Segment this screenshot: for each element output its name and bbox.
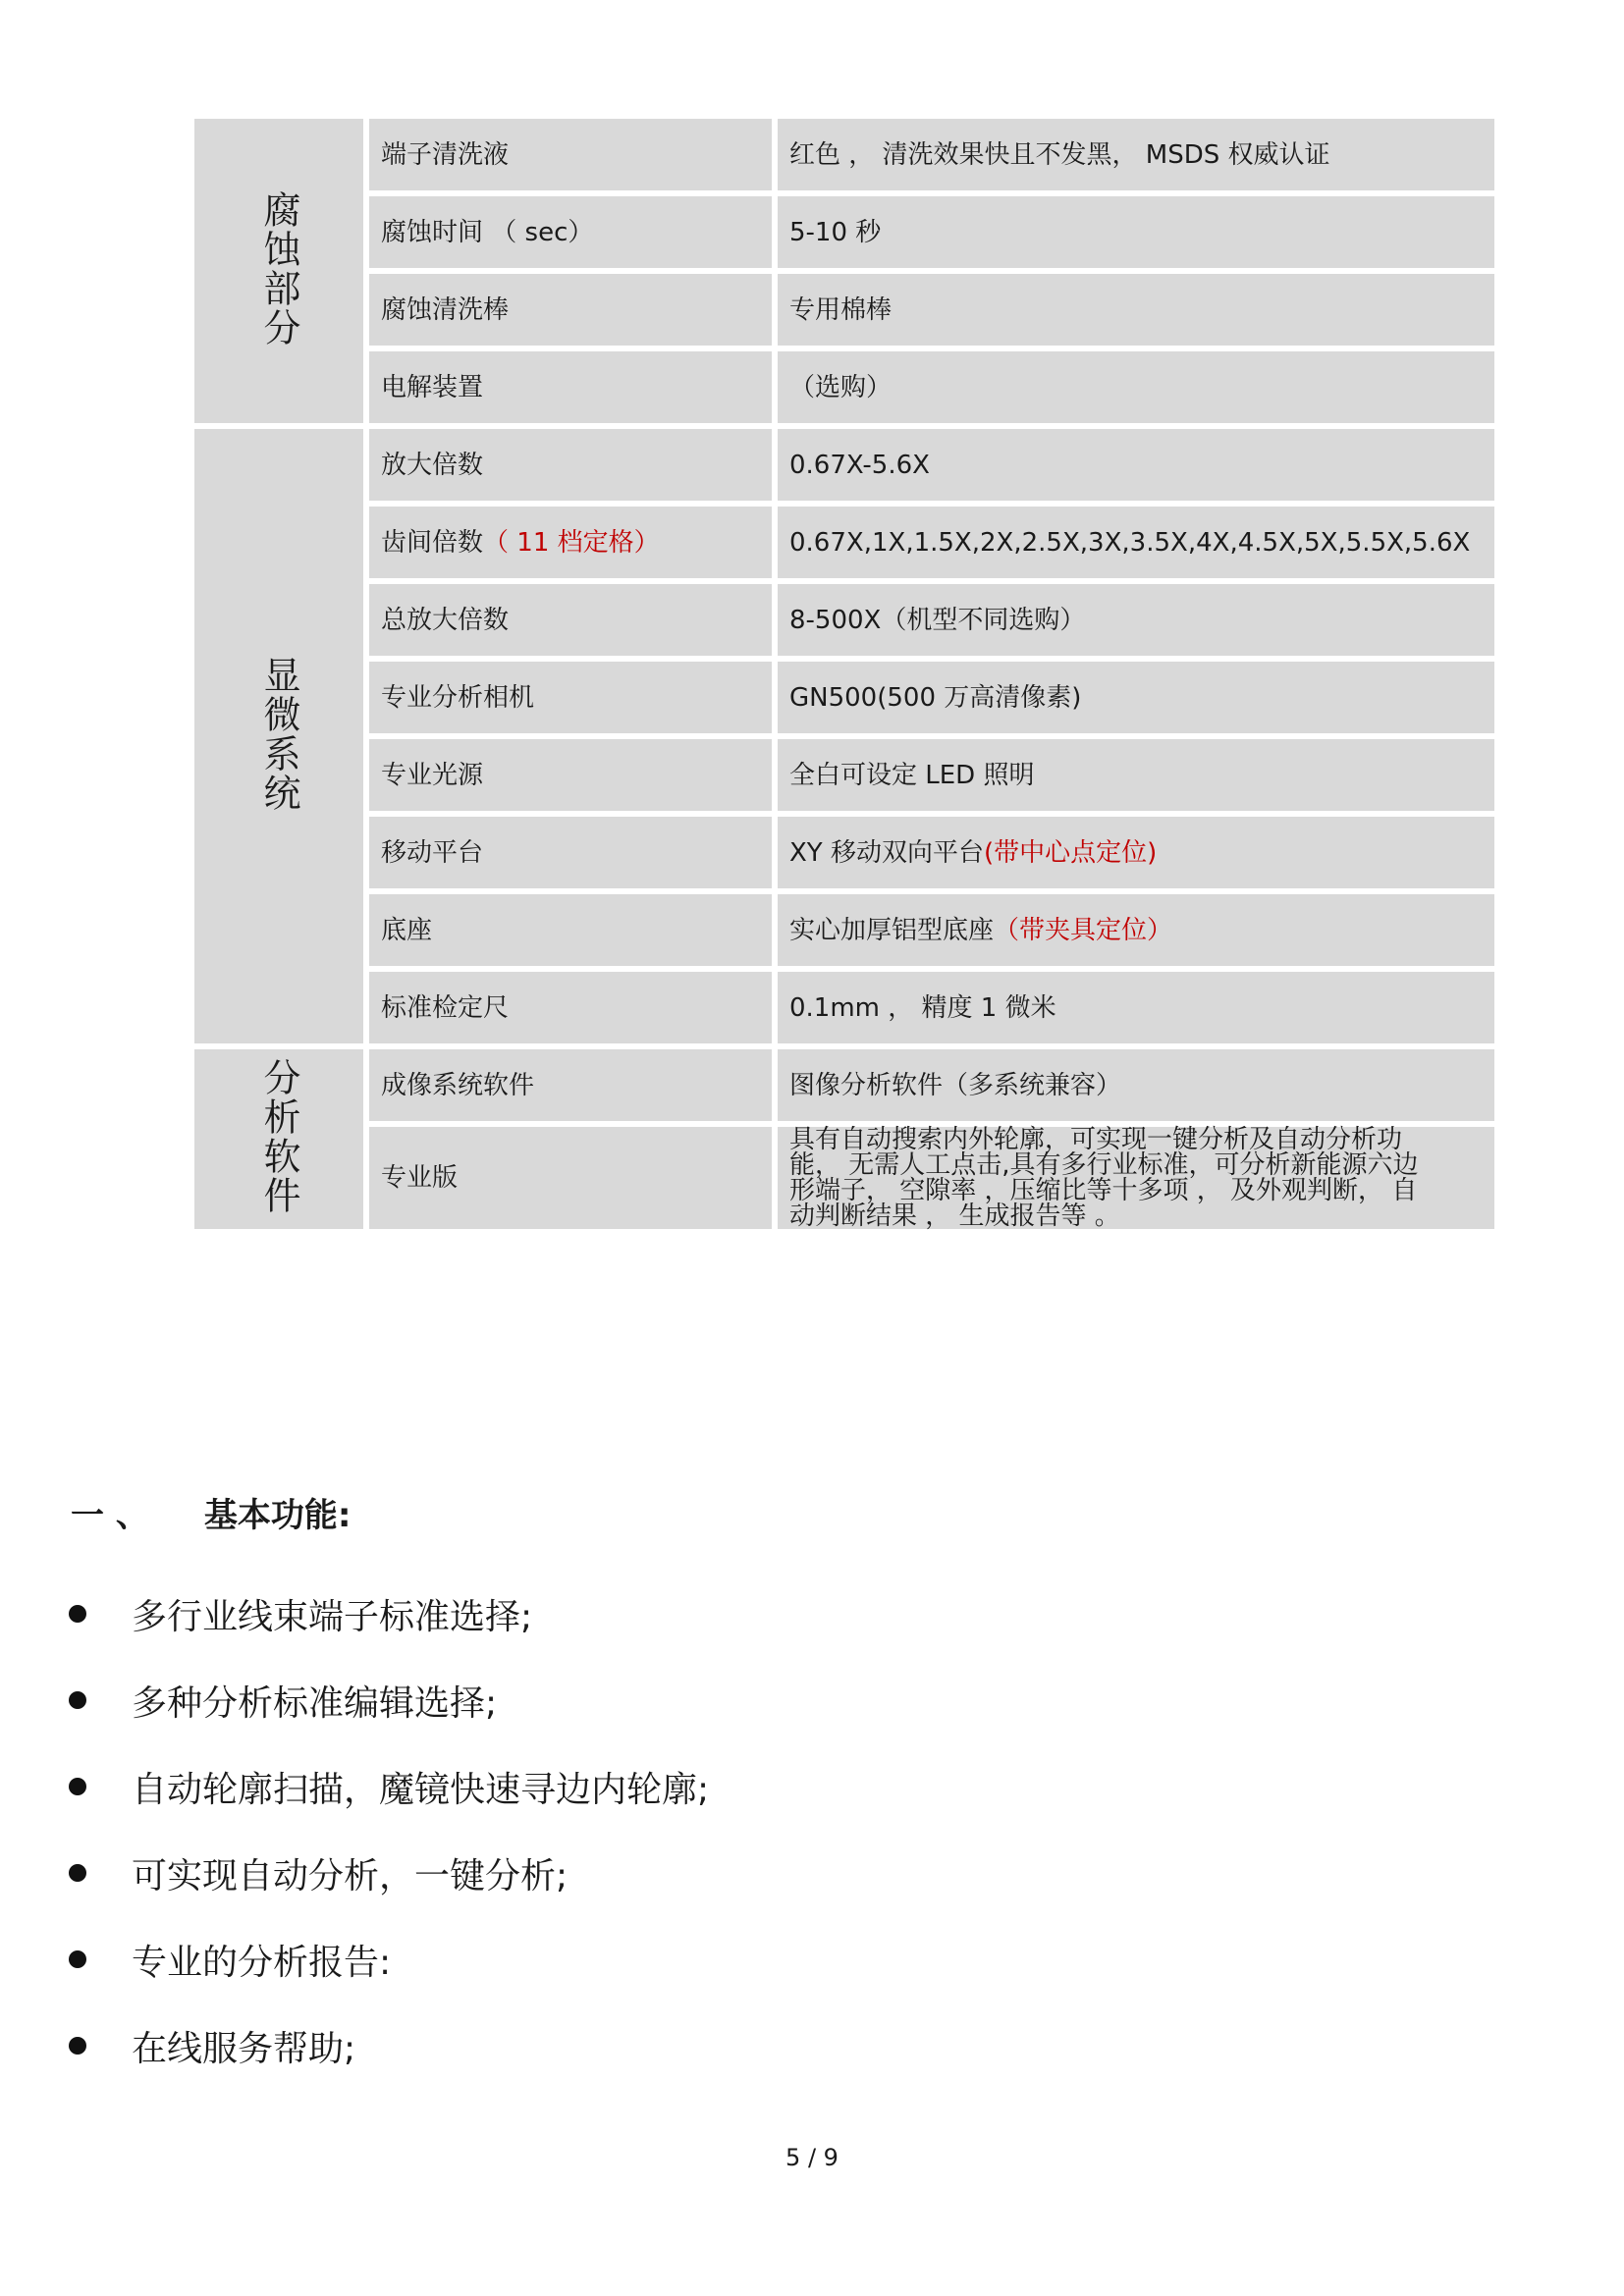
spec-name: 专业光源	[369, 739, 772, 811]
description-line: 动判断结果 ， 生成报告等 。	[789, 1201, 1120, 1231]
bullet-icon	[69, 2037, 86, 2055]
spec-value: GN500(500 万高清像素)	[778, 662, 1494, 733]
spec-name: 底座	[369, 894, 772, 966]
feature-list	[69, 1571, 709, 2089]
spec-name: 腐蚀时间 （ sec）	[369, 196, 772, 268]
bullet-icon	[69, 1950, 86, 1968]
table-row	[194, 739, 1494, 811]
spec-name: 总放大倍数	[369, 584, 772, 656]
section-header-corrosion	[194, 119, 363, 423]
spec-value: 全白可设定 LED 照明	[778, 739, 1494, 811]
feature-text: 自动轮廓扫描，魔镜快速寻边内轮廓;	[132, 1769, 710, 1810]
section-header-software	[194, 1049, 363, 1229]
table-row	[194, 429, 1494, 501]
spec-name: 成像系统软件	[369, 1049, 772, 1121]
section-title: 基本功能:	[203, 1496, 352, 1535]
spec-value: 图像分析软件（多系统兼容）	[778, 1049, 1494, 1121]
spec-name: 放大倍数	[369, 429, 772, 501]
section-header-microscope	[194, 429, 363, 1043]
bullet-icon	[69, 1605, 86, 1623]
feature-text: 多种分析标准编辑选择;	[132, 1682, 498, 1724]
list-item	[69, 1657, 709, 1743]
spec-name: 电解装置	[369, 351, 772, 423]
table-row	[194, 351, 1494, 423]
list-item	[69, 1571, 709, 1657]
spec-name: 标准检定尺	[369, 972, 772, 1043]
section-title: 显微系统	[257, 655, 300, 813]
table-row	[194, 894, 1494, 966]
spec-value-note: (带中心点定位)	[983, 837, 1158, 868]
spec-value: 5-10 秒	[778, 196, 1494, 268]
spec-value-cell	[778, 817, 1494, 888]
spec-value: 0.67X,1X,1.5X,2X,2.5X,3X,3.5X,4X,4.5X,5X,5.5X,5.6X	[778, 507, 1494, 578]
spec-value-note: （带夹具定位）	[994, 915, 1173, 945]
spec-name: 齿间倍数	[381, 527, 484, 558]
spec-value: XY 移动双向平台	[789, 837, 984, 868]
list-item	[69, 1743, 709, 1830]
spec-name: 专业分析相机	[369, 662, 772, 733]
table-row	[194, 196, 1494, 268]
spec-table	[189, 113, 1500, 1235]
table-row	[194, 817, 1494, 888]
spec-name-note: （ 11 档定格）	[483, 527, 660, 558]
section-number: 一 、	[71, 1496, 149, 1535]
spec-name: 腐蚀清洗棒	[369, 274, 772, 346]
section-heading	[71, 1488, 351, 1536]
feature-text: 多行业线束端子标准选择;	[132, 1596, 533, 1637]
bullet-icon	[69, 1691, 86, 1709]
bullet-icon	[69, 1864, 86, 1882]
section-title: 分析软件	[257, 1058, 300, 1215]
table-row	[194, 584, 1494, 656]
spec-value: 实心加厚铝型底座	[789, 915, 995, 945]
spec-value-cell	[778, 894, 1494, 966]
table-row	[194, 662, 1494, 733]
spec-name: 专业版	[369, 1127, 772, 1229]
description-line: 具有自动搜索内外轮廓，可实现一键分析及自动分析功	[789, 1125, 1403, 1154]
description-line: 能， 无需人工点击,具有多行业标准，可分析新能源六边	[789, 1150, 1419, 1180]
feature-text: 可实现自动分析，一键分析;	[132, 1855, 568, 1896]
spec-value: （选购）	[778, 351, 1494, 423]
list-item	[69, 1916, 709, 2002]
spec-name: 端子清洗液	[369, 119, 772, 190]
spec-value: 8-500X（机型不同选购）	[778, 584, 1494, 656]
section-title: 腐蚀部分	[257, 189, 300, 347]
spec-value: 0.67X-5.6X	[778, 429, 1494, 501]
spec-value: 红色 ， 清洗效果快且不发黑， MSDS 权威认证	[778, 119, 1494, 190]
feature-text: 专业的分析报告:	[132, 1942, 392, 1983]
page-number: 5 / 9	[785, 2144, 839, 2171]
table-row	[194, 507, 1494, 578]
spec-description	[778, 1127, 1494, 1229]
table-row	[194, 1049, 1494, 1121]
list-item	[69, 2002, 709, 2089]
spec-value: 0.1mm ， 精度 1 微米	[778, 972, 1494, 1043]
table-row	[194, 119, 1494, 190]
list-item	[69, 1830, 709, 1916]
table-row	[194, 1127, 1494, 1229]
feature-text: 在线服务帮助;	[132, 2028, 356, 2069]
table-row	[194, 274, 1494, 346]
description-line: 形端子， 空隙率 ，压缩比等十多项 ， 及外观判断， 自	[789, 1176, 1418, 1205]
bullet-icon	[69, 1778, 86, 1795]
spec-name: 移动平台	[369, 817, 772, 888]
spec-value: 专用棉棒	[778, 274, 1494, 346]
spec-name-cell	[369, 507, 772, 578]
table-row	[194, 972, 1494, 1043]
